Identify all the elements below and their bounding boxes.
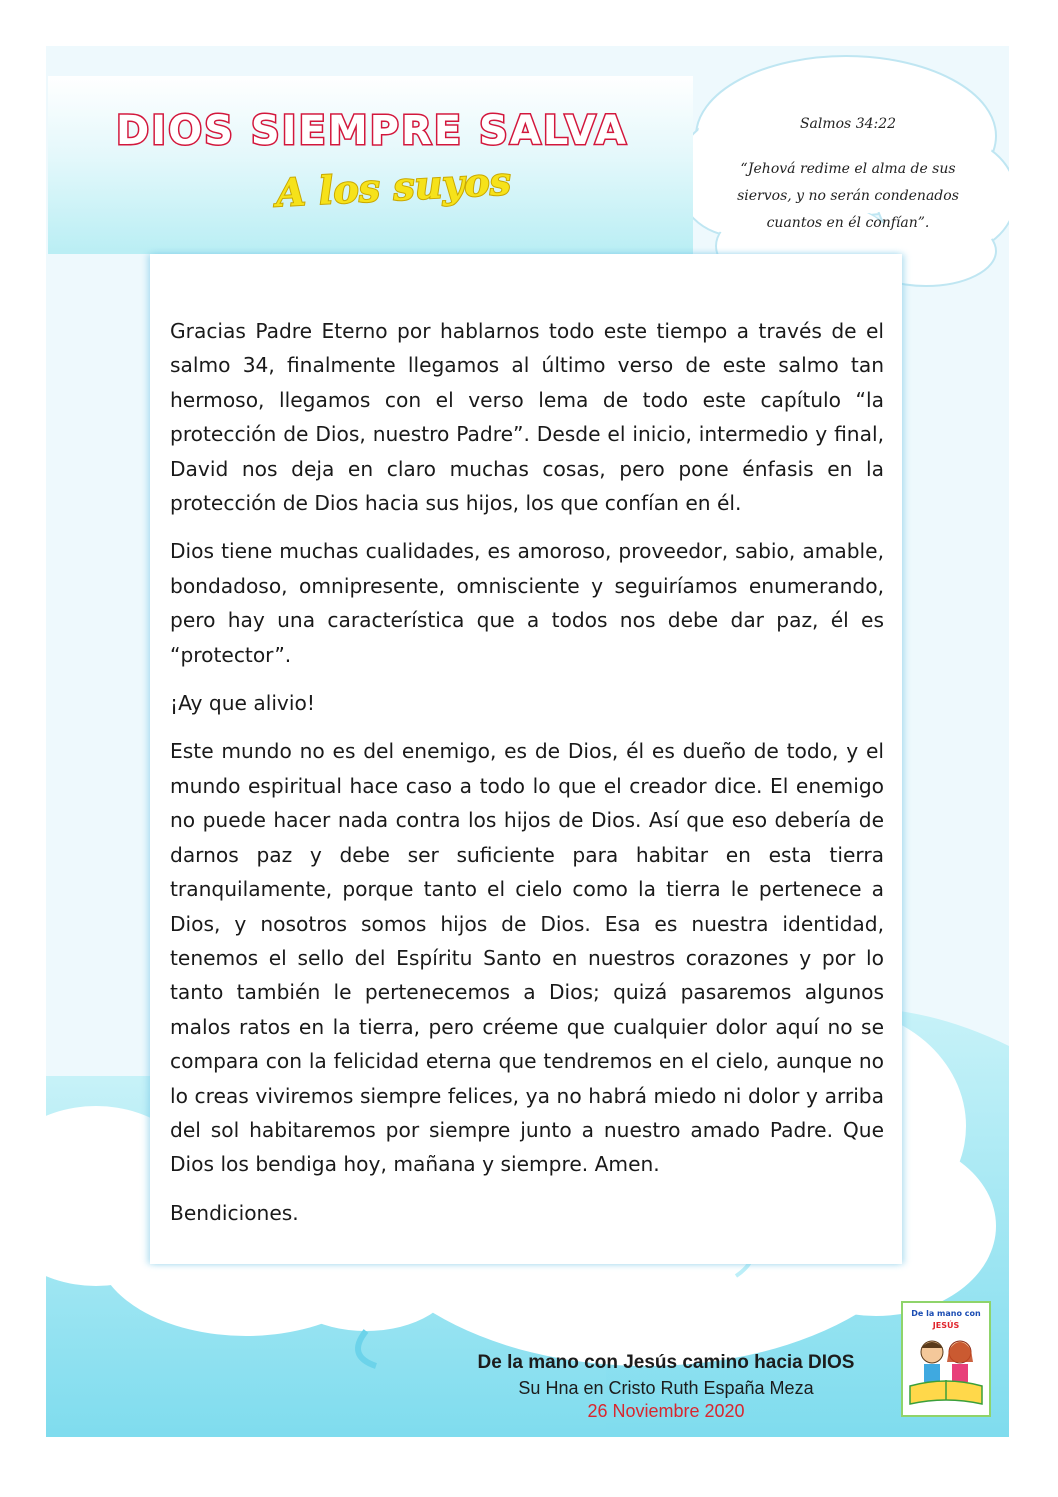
paragraph-3: ¡Ay que alivio! (170, 691, 315, 716)
footer-title: De la mano con Jesús camino hacia DIOS (477, 1352, 855, 1373)
closing-line: Bendiciones. (170, 1200, 299, 1225)
page-subtitle: A los suyos (274, 158, 512, 216)
footer-author: Su Hna en Cristo Ruth España Meza (518, 1378, 814, 1398)
verse-text: “Jehová redime el alma de sus siervos, y no serán condenados cuantos en él confían”. (737, 161, 959, 231)
logo (900, 1300, 992, 1418)
footer-date: 26 Noviembre 2020 (587, 1401, 745, 1421)
paragraph-4: Este mundo no es del enemigo, es de Dios, él es dueño de todo, y el mundo espiritual hace caso a todo lo que el creador dice. El enemigo no puede hacer nada contra los hijos de Dios. Así que eso debería de darnos paz y debe ser suficiente para habitar en esta tierra tranquilamente, porque tanto el cielo como la tierra le pertenece a Dios, y nosotros somos hijos de Dios. Esa es nuestra identidad, tenemos el sello del Espíritu Santo en nuestros corazones y por lo tanto también le pertenecemos a Dios; quizá pasaremos algunos malos ratos en la tierra, pero créeme que cualquier dolor aquí no se compara con la felicidad eterna que tendremos en el cielo, aunque no lo creas viviremos siempre felices, ya no habrá miedo ni dolor y arriba del sol habitaremos por siempre junto a nuestro amado Padre. Que Dios los bendiga hoy, mañana y siempre. Amen. (170, 739, 884, 1177)
verse-reference: Salmos 34:22 (799, 116, 897, 132)
paragraph-1: Gracias Padre Eterno por hablarnos todo este tiempo a través de el salmo 34, finalmente llegamos al último verso de este salmo tan hermoso, llegamos con el verso lema de todo este capítulo “la protección de Dios, nuestro Padre”. Desde el inicio, intermedio y final, David nos deja en claro muchas cosas, pero pone énfasis en la protección de Dios hacia sus hijos, los que confían en él. (170, 319, 884, 516)
logo-top-text: De la mano con (911, 1309, 981, 1318)
page-frame (46, 46, 1009, 1437)
paragraph-2: Dios tiene muchas cualidades, es amoroso, proveedor, sabio, amable, bondadoso, omnipresente, omnisciente y seguiríamos enumerando, pero hay una característica que a todos nos debe dar paz, él es “protector”. (170, 539, 884, 667)
body-text (170, 314, 884, 1244)
logo-brand-text: JESÚS (932, 1321, 960, 1330)
page-title: DIOS SIEMPRE SALVA (116, 108, 628, 154)
